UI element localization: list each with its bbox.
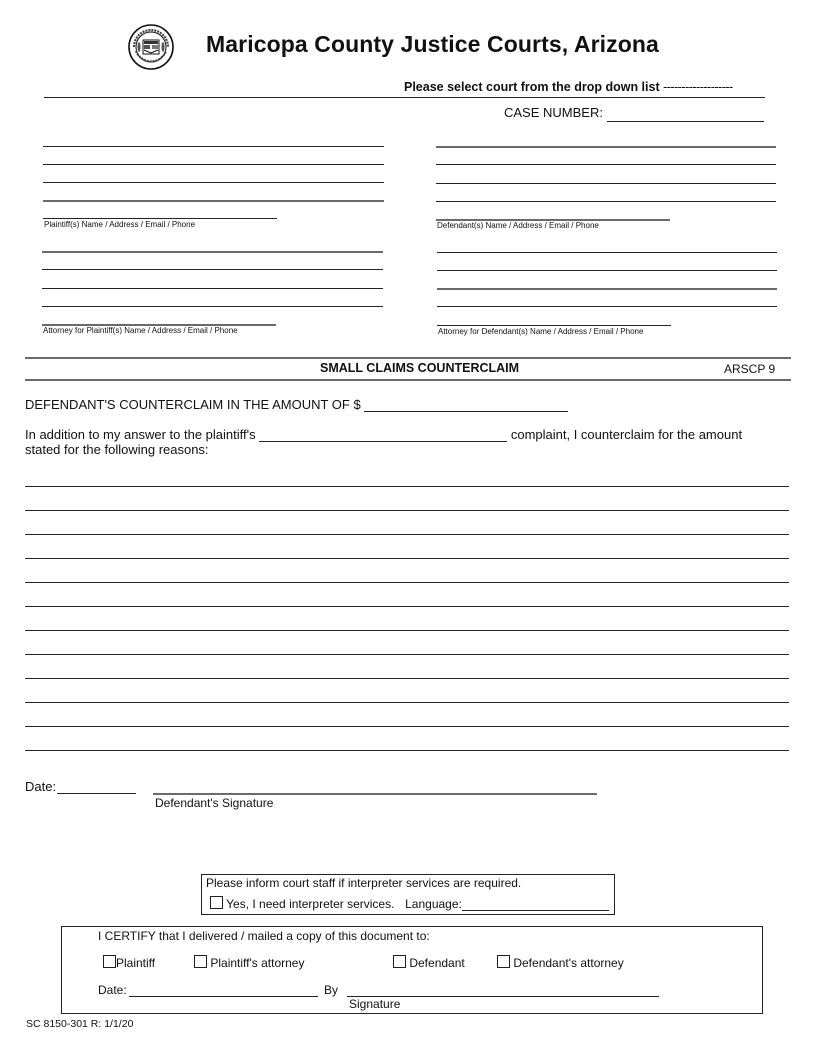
language-field[interactable]	[462, 910, 609, 911]
certify-option-label: Defendant's attorney	[513, 956, 624, 970]
defendant-checkbox[interactable]	[393, 955, 406, 968]
plaintiff-line-4[interactable]	[43, 200, 384, 202]
plaintiff-attorney-checkbox[interactable]	[194, 955, 207, 968]
form-rule-reference: ARSCP 9	[724, 362, 776, 376]
certify-option-label: Defendant	[409, 956, 465, 970]
certify-option-plaintiff[interactable]	[103, 955, 155, 970]
certify-date-field[interactable]	[129, 996, 318, 997]
certify-signature-caption: Signature	[349, 997, 401, 1011]
reason-line[interactable]	[25, 534, 789, 535]
reason-line[interactable]	[25, 510, 789, 511]
interpreter-checkbox[interactable]	[210, 896, 223, 909]
case-number-label: CASE NUMBER:	[504, 105, 603, 120]
form-code: SC 8150-301 R: 1/1/20	[26, 1018, 134, 1030]
date-field[interactable]	[57, 793, 136, 794]
plaintiff-attorney-line-1[interactable]	[42, 251, 383, 253]
date-label: Date:	[25, 779, 57, 794]
reason-line[interactable]	[25, 630, 789, 631]
plaintiff-attorney-line-3[interactable]	[42, 288, 383, 289]
certify-option-defendant-attorney[interactable]	[497, 955, 624, 970]
reason-line[interactable]	[25, 654, 789, 655]
plaintiff-line-1[interactable]	[43, 146, 384, 147]
defendant-signature-field[interactable]	[153, 793, 597, 795]
counterclaim-amount-row	[25, 397, 568, 412]
defendant-line-4[interactable]	[436, 201, 776, 202]
interpreter-checkbox-label: Yes, I need interpreter services.	[226, 897, 395, 911]
title-bar-top-rule	[25, 357, 791, 359]
certify-date-label: Date:	[98, 983, 127, 997]
interpreter-notice: Please inform court staff if interpreter services are required.	[206, 876, 522, 890]
plaintiff-caption: Plaintiff(s) Name / Address / Email / Phone	[44, 220, 196, 229]
plaintiff-line-2[interactable]	[43, 164, 384, 165]
reason-line[interactable]	[25, 582, 789, 583]
reason-line[interactable]	[25, 750, 789, 751]
defendant-signature-caption: Defendant's Signature	[155, 796, 274, 810]
plaintiff-attorney-line-4[interactable]	[42, 306, 383, 307]
case-number-field[interactable]	[607, 121, 764, 122]
defendant-attorney-line-1[interactable]	[437, 252, 777, 253]
page-title: Maricopa County Justice Courts, Arizona	[206, 31, 659, 57]
reason-line[interactable]	[25, 486, 789, 487]
reason-line[interactable]	[25, 606, 789, 607]
court-select-label: Please select court from the drop down list	[404, 80, 660, 94]
interpreter-option-row	[210, 896, 462, 911]
complaint-type-field[interactable]	[259, 427, 507, 442]
header-divider	[44, 97, 765, 98]
reason-line[interactable]	[25, 702, 789, 703]
defendant-attorney-checkbox[interactable]	[497, 955, 510, 968]
plaintiff-line-3[interactable]	[43, 182, 384, 183]
certify-option-plaintiff-attorney[interactable]	[194, 955, 304, 970]
plaintiff-checkbox[interactable]	[103, 955, 116, 968]
form-title: SMALL CLAIMS COUNTERCLAIM	[320, 361, 520, 375]
defendant-attorney-line-3[interactable]	[437, 288, 777, 290]
counterclaim-reason-row	[25, 427, 742, 442]
defendant-attorney-caption-rule	[437, 325, 671, 326]
defendant-line-1[interactable]	[436, 146, 776, 148]
court-select-dashes: -------------------	[663, 80, 733, 94]
certify-option-label: Plaintiff's attorney	[210, 956, 305, 970]
reason-line[interactable]	[25, 678, 789, 679]
certify-option-label: Plaintiff	[116, 956, 156, 970]
reason-line[interactable]	[25, 726, 789, 727]
certify-by-label: By	[324, 983, 339, 997]
reason-suffix: complaint, I counterclaim for the amount	[510, 427, 743, 442]
interpreter-box	[201, 874, 615, 915]
counterclaim-amount-label: DEFENDANT'S COUNTERCLAIM IN THE AMOUNT OF $	[25, 397, 361, 412]
counterclaim-amount-field[interactable]	[364, 397, 568, 412]
defendant-attorney-line-4[interactable]	[437, 306, 777, 307]
court-select-dropdown[interactable]	[404, 80, 733, 94]
plaintiff-attorney-caption: Attorney for Plaintiff(s) Name / Address / Email / Phone	[43, 326, 238, 335]
reason-prefix: In addition to my answer to the plaintiff's	[25, 427, 256, 442]
language-label: Language:	[405, 897, 462, 911]
defendant-line-2[interactable]	[436, 164, 776, 165]
reason-line[interactable]	[25, 558, 789, 559]
certify-statement: I CERTIFY that I delivered / mailed a copy of this document to:	[98, 929, 430, 943]
defendant-attorney-line-2[interactable]	[437, 270, 777, 271]
title-bar-bottom-rule	[25, 379, 791, 381]
defendant-caption: Defendant(s) Name / Address / Email / Phone	[437, 221, 599, 230]
reason-line-2: stated for the following reasons:	[25, 442, 209, 457]
certify-option-defendant[interactable]	[393, 955, 465, 970]
certificate-of-service-box	[61, 926, 763, 1014]
plaintiff-caption-rule	[43, 218, 277, 219]
county-seal-icon	[128, 24, 174, 70]
plaintiff-attorney-line-2[interactable]	[42, 269, 383, 270]
defendant-attorney-caption: Attorney for Defendant(s) Name / Address / Email / Phone	[438, 327, 644, 336]
defendant-line-3[interactable]	[436, 183, 776, 184]
